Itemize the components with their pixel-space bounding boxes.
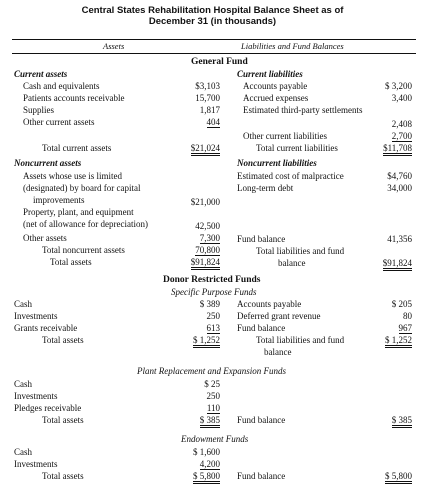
plant-total-assets-label: Total assets: [42, 415, 84, 425]
malpractice-label: Estimated cost of malpractice: [237, 171, 344, 181]
fund-balance-value: 41,356: [387, 234, 412, 244]
donor-total-assets-label: Total assets: [42, 335, 84, 345]
grants-receivable-value: 613: [206, 323, 220, 333]
donor-investments-value: 250: [206, 311, 220, 321]
other-current-liabilities-label: Other current liabilities: [243, 131, 327, 141]
supplies-label: Supplies: [23, 105, 55, 115]
donor-ap-label: Accounts payable: [237, 299, 302, 309]
total-current-assets-value: $21,024: [191, 143, 220, 156]
endow-cash-label: Cash: [14, 447, 32, 457]
endow-investments-value: 4,200: [199, 459, 220, 469]
header-bottom-rule: [12, 53, 416, 54]
total-noncurrent-assets-label: Total noncurrent assets: [42, 245, 125, 255]
donor-total-liab-label-1: Total liabilities and fund: [256, 335, 345, 345]
donor-cash-value: $ 389: [199, 299, 220, 309]
assets-column-header: Assets: [103, 41, 125, 51]
donor-total-liab-label-2: balance: [264, 347, 292, 357]
endow-total-assets-value: $ 5,800: [193, 471, 220, 484]
donor-total-liab-value: $ 1,252: [385, 335, 412, 348]
other-assets-value: 7,300: [199, 233, 220, 243]
total-current-liabilities-value: $11,708: [383, 143, 412, 156]
donor-restricted-heading: Donor Restricted Funds: [163, 275, 261, 285]
cash-value: $3,103: [195, 81, 220, 91]
accrued-expenses-value: 3,400: [391, 93, 412, 103]
total-current-assets-label: Total current assets: [42, 143, 112, 153]
patients-ar-value: 15,700: [195, 93, 220, 103]
current-liabilities-heading: Current liabilities: [237, 69, 303, 79]
plant-investments-label: Investments: [14, 391, 58, 401]
plant-total-assets-value: $ 385: [200, 415, 220, 428]
endow-total-assets-label: Total assets: [42, 471, 84, 481]
supplies-value: 1,817: [199, 105, 220, 115]
liabilities-column-header: Liabilities and Fund Balances: [241, 41, 344, 51]
noncurrent-liabilities-heading: Noncurrent liabilities: [237, 158, 317, 168]
plant-fund-balance-label: Fund balance: [237, 415, 286, 425]
deferred-grant-label: Deferred grant revenue: [237, 311, 321, 321]
title-line-1: Central States Rehabilitation Hospital Balance Sheet as of: [81, 5, 344, 16]
total-liab-fund-value: $91,824: [383, 258, 412, 271]
accounts-payable-value: $ 3,200: [385, 81, 412, 91]
endowment-heading: Endowment Funds: [181, 434, 249, 444]
accounts-payable-label: Accounts payable: [243, 81, 308, 91]
assets-limited-label-2: (designated) by board for capital: [23, 183, 141, 193]
ppe-value: 42,500: [195, 221, 220, 231]
donor-fund-balance-value: 967: [398, 323, 412, 333]
third-party-settlements-label: Estimated third-party settlements: [243, 105, 363, 115]
plant-replacement-heading: Plant Replacement and Expansion Funds: [137, 366, 286, 376]
malpractice-value: $4,760: [387, 171, 412, 181]
other-current-assets-label: Other current assets: [23, 117, 95, 127]
endow-cash-value: $ 1,600: [193, 447, 220, 457]
pledges-receivable-label: Pledges receivable: [14, 403, 82, 413]
grants-receivable-label: Grants receivable: [14, 323, 78, 333]
total-liab-fund-label-1: Total liabilities and fund: [256, 246, 345, 256]
other-current-assets-value: 404: [206, 117, 220, 127]
endow-investments-label: Investments: [14, 459, 58, 469]
endow-fund-balance-label: Fund balance: [237, 471, 286, 481]
assets-limited-label-3: improvements: [33, 195, 85, 205]
patients-ar-label: Patients accounts receivable: [23, 93, 125, 103]
total-current-liabilities-label: Total current liabilities: [256, 143, 338, 153]
noncurrent-assets-heading: Noncurrent assets: [14, 158, 82, 168]
third-party-settlements-value: 2,408: [391, 119, 412, 129]
donor-fund-balance-label: Fund balance: [237, 323, 286, 333]
plant-cash-value: $ 25: [204, 379, 220, 389]
donor-investments-label: Investments: [14, 311, 58, 321]
accrued-expenses-label: Accrued expenses: [243, 93, 309, 103]
pledges-receivable-value: 110: [206, 403, 220, 413]
ppe-label-1: Property, plant, and equipment: [23, 207, 134, 217]
endow-fund-balance-value: $ 5,800: [385, 471, 412, 484]
assets-limited-label-1: Assets whose use is limited: [23, 171, 122, 181]
other-assets-label: Other assets: [23, 233, 67, 243]
total-assets-label: Total assets: [50, 257, 92, 267]
fund-balance-label: Fund balance: [237, 234, 286, 244]
title-line-2: December 31 (in thousands): [148, 16, 277, 27]
donor-cash-label: Cash: [14, 299, 32, 309]
other-current-liabilities-value: 2,700: [391, 131, 412, 141]
total-noncurrent-assets-value: 70,800: [195, 245, 220, 255]
ppe-label-2: (net of allowance for depreciation): [23, 219, 148, 229]
total-assets-value: $91,824: [191, 257, 220, 270]
long-term-debt-value: 34,000: [387, 183, 412, 193]
donor-total-assets-value: $ 1,252: [193, 335, 220, 348]
general-fund-heading: General Fund: [191, 57, 248, 67]
current-assets-heading: Current assets: [14, 69, 68, 79]
assets-limited-value: $21,000: [190, 197, 220, 207]
header-top-rule: [12, 39, 416, 40]
donor-ap-value: $ 205: [391, 299, 412, 309]
total-liab-fund-label-2: balance: [278, 258, 306, 268]
plant-investments-value: 250: [206, 391, 220, 401]
plant-fund-balance-value: $ 385: [392, 415, 412, 428]
cash-label: Cash and equivalents: [23, 81, 100, 91]
plant-cash-label: Cash: [14, 379, 32, 389]
specific-purpose-heading: Specific Purpose Funds: [171, 287, 257, 297]
deferred-grant-value: 80: [403, 311, 412, 321]
long-term-debt-label: Long-term debt: [237, 183, 294, 193]
